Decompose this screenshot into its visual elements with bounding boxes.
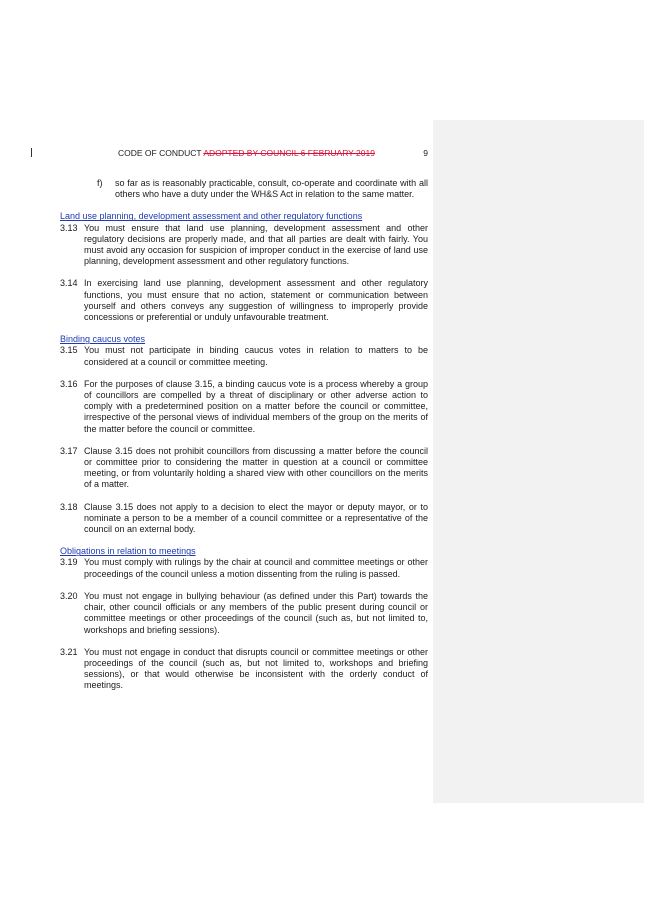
subclause-f [60, 178, 428, 200]
clause-number: 3.17 [60, 445, 78, 456]
document-body [60, 178, 428, 692]
clause-3-17 [60, 446, 428, 491]
clause-3-19 [60, 557, 428, 579]
clause-number: 3.13 [60, 222, 78, 233]
clause-number: 3.16 [60, 378, 78, 389]
clause-number: 3.14 [60, 278, 78, 289]
clause-text: You must not engage in bullying behaviour (as defined under this Part) towards the chair, other council officials or any members of the public present during council or committee meetings or other proceedings of the council (such as, but not limited to, workshops and briefing sessions). [84, 590, 428, 635]
clause-text: Clause 3.15 does not prohibit councillors from discussing a matter before the council or committee prior to considering the matter in question at a council or committee meeting, or from voluntarily holding a shared view with other councillors on the merits of a matter. [84, 445, 428, 490]
header-deleted-text: ADOPTED BY COUNCIL 6 FEBRUARY 2019 [203, 148, 375, 158]
section-heading-binding-caucus: Binding caucus votes [60, 334, 146, 345]
change-bar [31, 148, 32, 157]
clause-3-16 [60, 379, 428, 435]
clause-text: You must not engage in conduct that disrupts council or committee meetings or other proceedings of the council (such as, but not limited to, workshops and briefing sessions), or that would otherwise be inconsistent with the orderly conduct of meetings. [84, 646, 428, 691]
clause-3-20 [60, 591, 428, 636]
clause-3-21 [60, 647, 428, 692]
clause-number: 3.21 [60, 646, 78, 657]
clause-3-18 [60, 502, 428, 536]
clause-3-15 [60, 345, 428, 367]
section-heading-meetings: Obligations in relation to meetings [60, 546, 196, 557]
clause-text: You must not participate in binding caucus votes in relation to matters to be considered at a council or committee meeting. [84, 345, 428, 367]
clause-text: You must ensure that land use planning, development assessment and other regulatory decisions are properly made, and that all parties are dealt with fairly. You must avoid any occasion for suspicion of improper conduct in the exercise of land use planning, development assessment and other regulatory functions. [84, 222, 428, 267]
clause-text: You must comply with rulings by the chair at council and committee meetings or other proceedings of the council unless a motion dissenting from the ruling is passed. [84, 557, 428, 579]
clause-number: 3.19 [60, 557, 78, 568]
clause-text: In exercising land use planning, development assessment and other regulatory functions, you must ensure that no action, statement or communication between yourself and others conveys any suggestion of willingness to improperly provide concessions or preferential or unduly unfavourable treatment. [84, 278, 428, 323]
clause-number: 3.20 [60, 590, 78, 601]
clause-3-14 [60, 278, 428, 323]
page-header [60, 148, 428, 160]
subclause-number: f) [97, 178, 103, 188]
clause-text: For the purposes of clause 3.15, a binding caucus vote is a process whereby a group of councillors are compelled by a threat of disciplinary or other adverse action to comply with a predetermined position on a matter before the council or committee, irrespective of the personal views of individual members of the group on the merits of the matter before the council or committee. [84, 378, 428, 434]
subclause-text: so far as is reasonably practicable, consult, co-operate and coordinate with all others who have a duty under the WH&S Act in relation to the same matter. [115, 178, 428, 200]
header-title [118, 148, 375, 159]
page-number: 9 [423, 148, 428, 158]
clause-number: 3.18 [60, 501, 78, 512]
comment-pane [433, 120, 644, 803]
clause-3-13 [60, 223, 428, 268]
clause-text: Clause 3.15 does not apply to a decision to elect the mayor or deputy mayor, or to nominate a person to be a member of a council committee or a representative of the council on an external body. [84, 501, 428, 535]
section-heading-land-use: Land use planning, development assessment and other regulatory functions [60, 211, 363, 222]
header-title-text: CODE OF CONDUCT [118, 148, 204, 158]
clause-number: 3.15 [60, 345, 78, 356]
